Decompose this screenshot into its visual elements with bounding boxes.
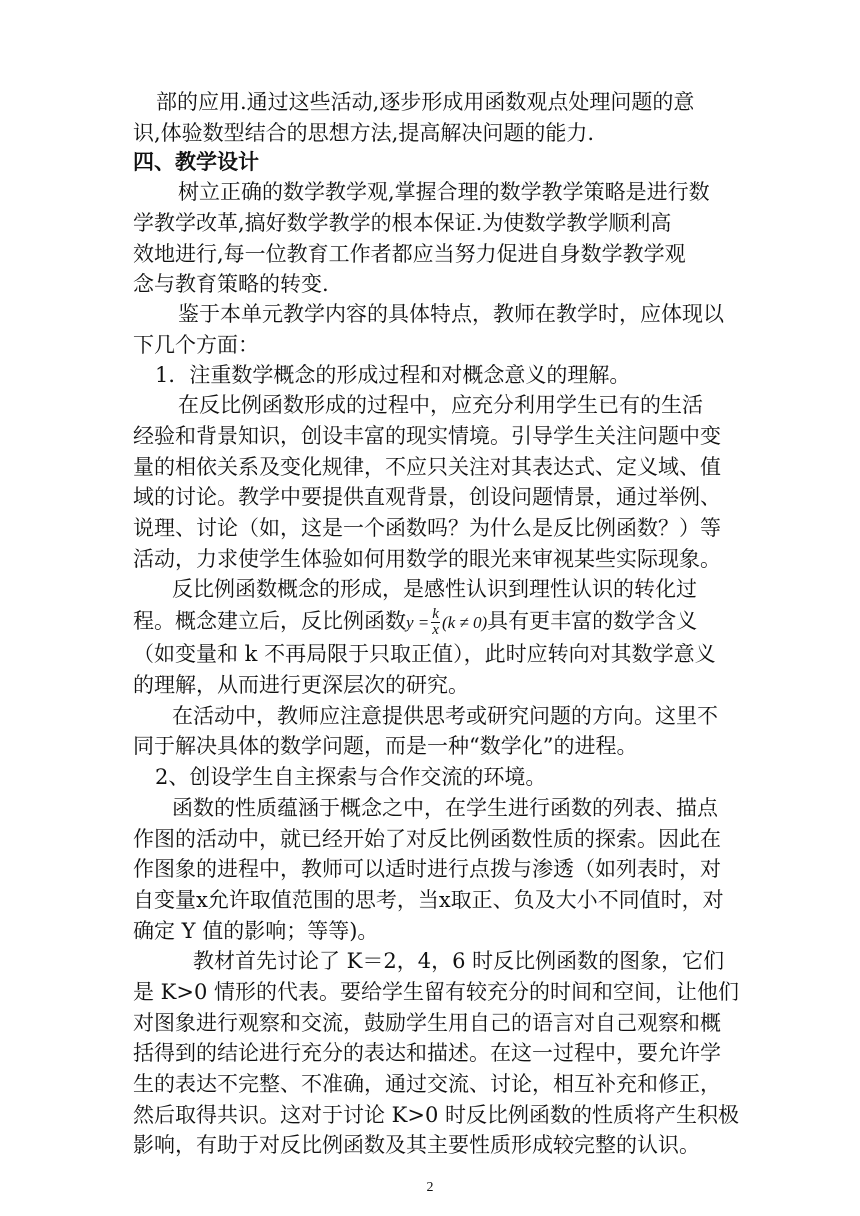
- text-line: 对图象进行观察和交流，鼓励学生用自己的语言对自己观察和概: [133, 1011, 721, 1035]
- text-line: 识,体验数型结合的思想方法,提高解决问题的能力.: [133, 121, 595, 145]
- text-line: （如变量和 k 不再局限于只取正值），此时应转向对其数学意义: [133, 642, 716, 666]
- text-line: 在活动中，教师应注意提供思考或研究问题的方向。这里不: [172, 704, 718, 728]
- text-line: 同于解决具体的数学问题，而是一种“数学化”的进程。: [133, 734, 638, 758]
- text-line: 活动，力求使学生体验如何用数学的眼光来审视某些实际现象。: [133, 547, 721, 571]
- text-line: 鉴于本单元教学内容的具体特点，教师在教学时，应体现以: [178, 302, 724, 326]
- fraction-denominator: x: [432, 622, 439, 638]
- page-number: 2: [426, 1180, 434, 1195]
- text-line: 学教学改革,搞好数学教学的根本保证.为使数学教学顺利高: [133, 211, 672, 235]
- text-line: 经验和背景知识，创设丰富的现实情境。引导学生关注问题中变: [133, 424, 721, 448]
- text-line: 影响，有助于对反比例函数及其主要性质形成较完整的认识。: [133, 1133, 700, 1157]
- text-line: 下几个方面：: [133, 333, 259, 357]
- fraction: [431, 607, 440, 638]
- text-line: 部的应用.通过这些活动,逐步形成用函数观点处理问题的意: [156, 90, 695, 114]
- text-line: 量的相依关系及变化规律，不应只关注对其表达式、定义域、值: [133, 455, 721, 479]
- formula-before-text: 程。概念建立后，反比例函数: [133, 609, 406, 633]
- text-line: 确定 Y 值的影响；等等)。: [133, 919, 379, 943]
- text-line: 的理解，从而进行更深层次的研究。: [133, 673, 469, 697]
- fraction-numerator: k: [432, 606, 439, 622]
- text-line: 然后取得共识。这对于讨论 K>0 时反比例函数的性质将产生积极: [133, 1103, 739, 1127]
- text-line: 说理、讨论（如，这是一个函数吗？为什么是反比例函数？）等: [133, 516, 721, 540]
- text-line: 作图的活动中，就已经开始了对反比例函数性质的探索。因此在: [133, 827, 721, 851]
- formula-after-text: 具有更丰富的数学含义: [487, 609, 698, 633]
- text-line: 自变量x允许取值范围的思考，当x取正、负及大小不同值时，对: [133, 888, 724, 912]
- text-line: 括得到的结论进行充分的表达和描述。在这一过程中，要允许学: [133, 1041, 721, 1065]
- text-line: 在反比例函数形成的过程中，应充分利用学生已有的生活: [178, 393, 703, 417]
- formula-condition: (k ≠ 0): [441, 613, 488, 632]
- section-heading: 四、教学设计: [133, 150, 259, 174]
- text-line: 1．注重数学概念的形成过程和对概念意义的理解。: [155, 363, 631, 387]
- text-line: 函数的性质蕴涵于概念之中，在学生进行函数的列表、描点: [172, 796, 718, 820]
- formula-lhs: y =: [406, 613, 430, 632]
- text-line: 生的表达不完整、不准确，通过交流、讨论，相互补充和修正，: [133, 1072, 721, 1096]
- text-line: 念与教育策略的转变.: [133, 272, 329, 296]
- text-line: 效地进行,每一位教育工作者都应当努力促进自身数学教学观: [133, 242, 686, 266]
- text-line: 2、创设学生自主探索与合作交流的环境。: [155, 765, 547, 789]
- text-line: 教材首先讨论了 K＝2，4，6 时反比例函数的图象，它们: [193, 949, 725, 973]
- text-line: 域的讨论。教学中要提供直观背景，创设问题情景，通过举例、: [133, 485, 721, 509]
- text-line: 是 K>0 情形的代表。要给学生留有较充分的时间和空间，让他们: [133, 980, 739, 1004]
- text-line: 反比例函数概念的形成，是感性认识到理性认识的转化过: [172, 577, 697, 601]
- text-line: 树立正确的数学教学观,掌握合理的数学教学策略是进行数: [178, 180, 710, 204]
- formula-text-line: [133, 607, 697, 638]
- text-line: 作图象的进程中，教师可以适时进行点拨与渗透（如列表时，对: [133, 857, 721, 881]
